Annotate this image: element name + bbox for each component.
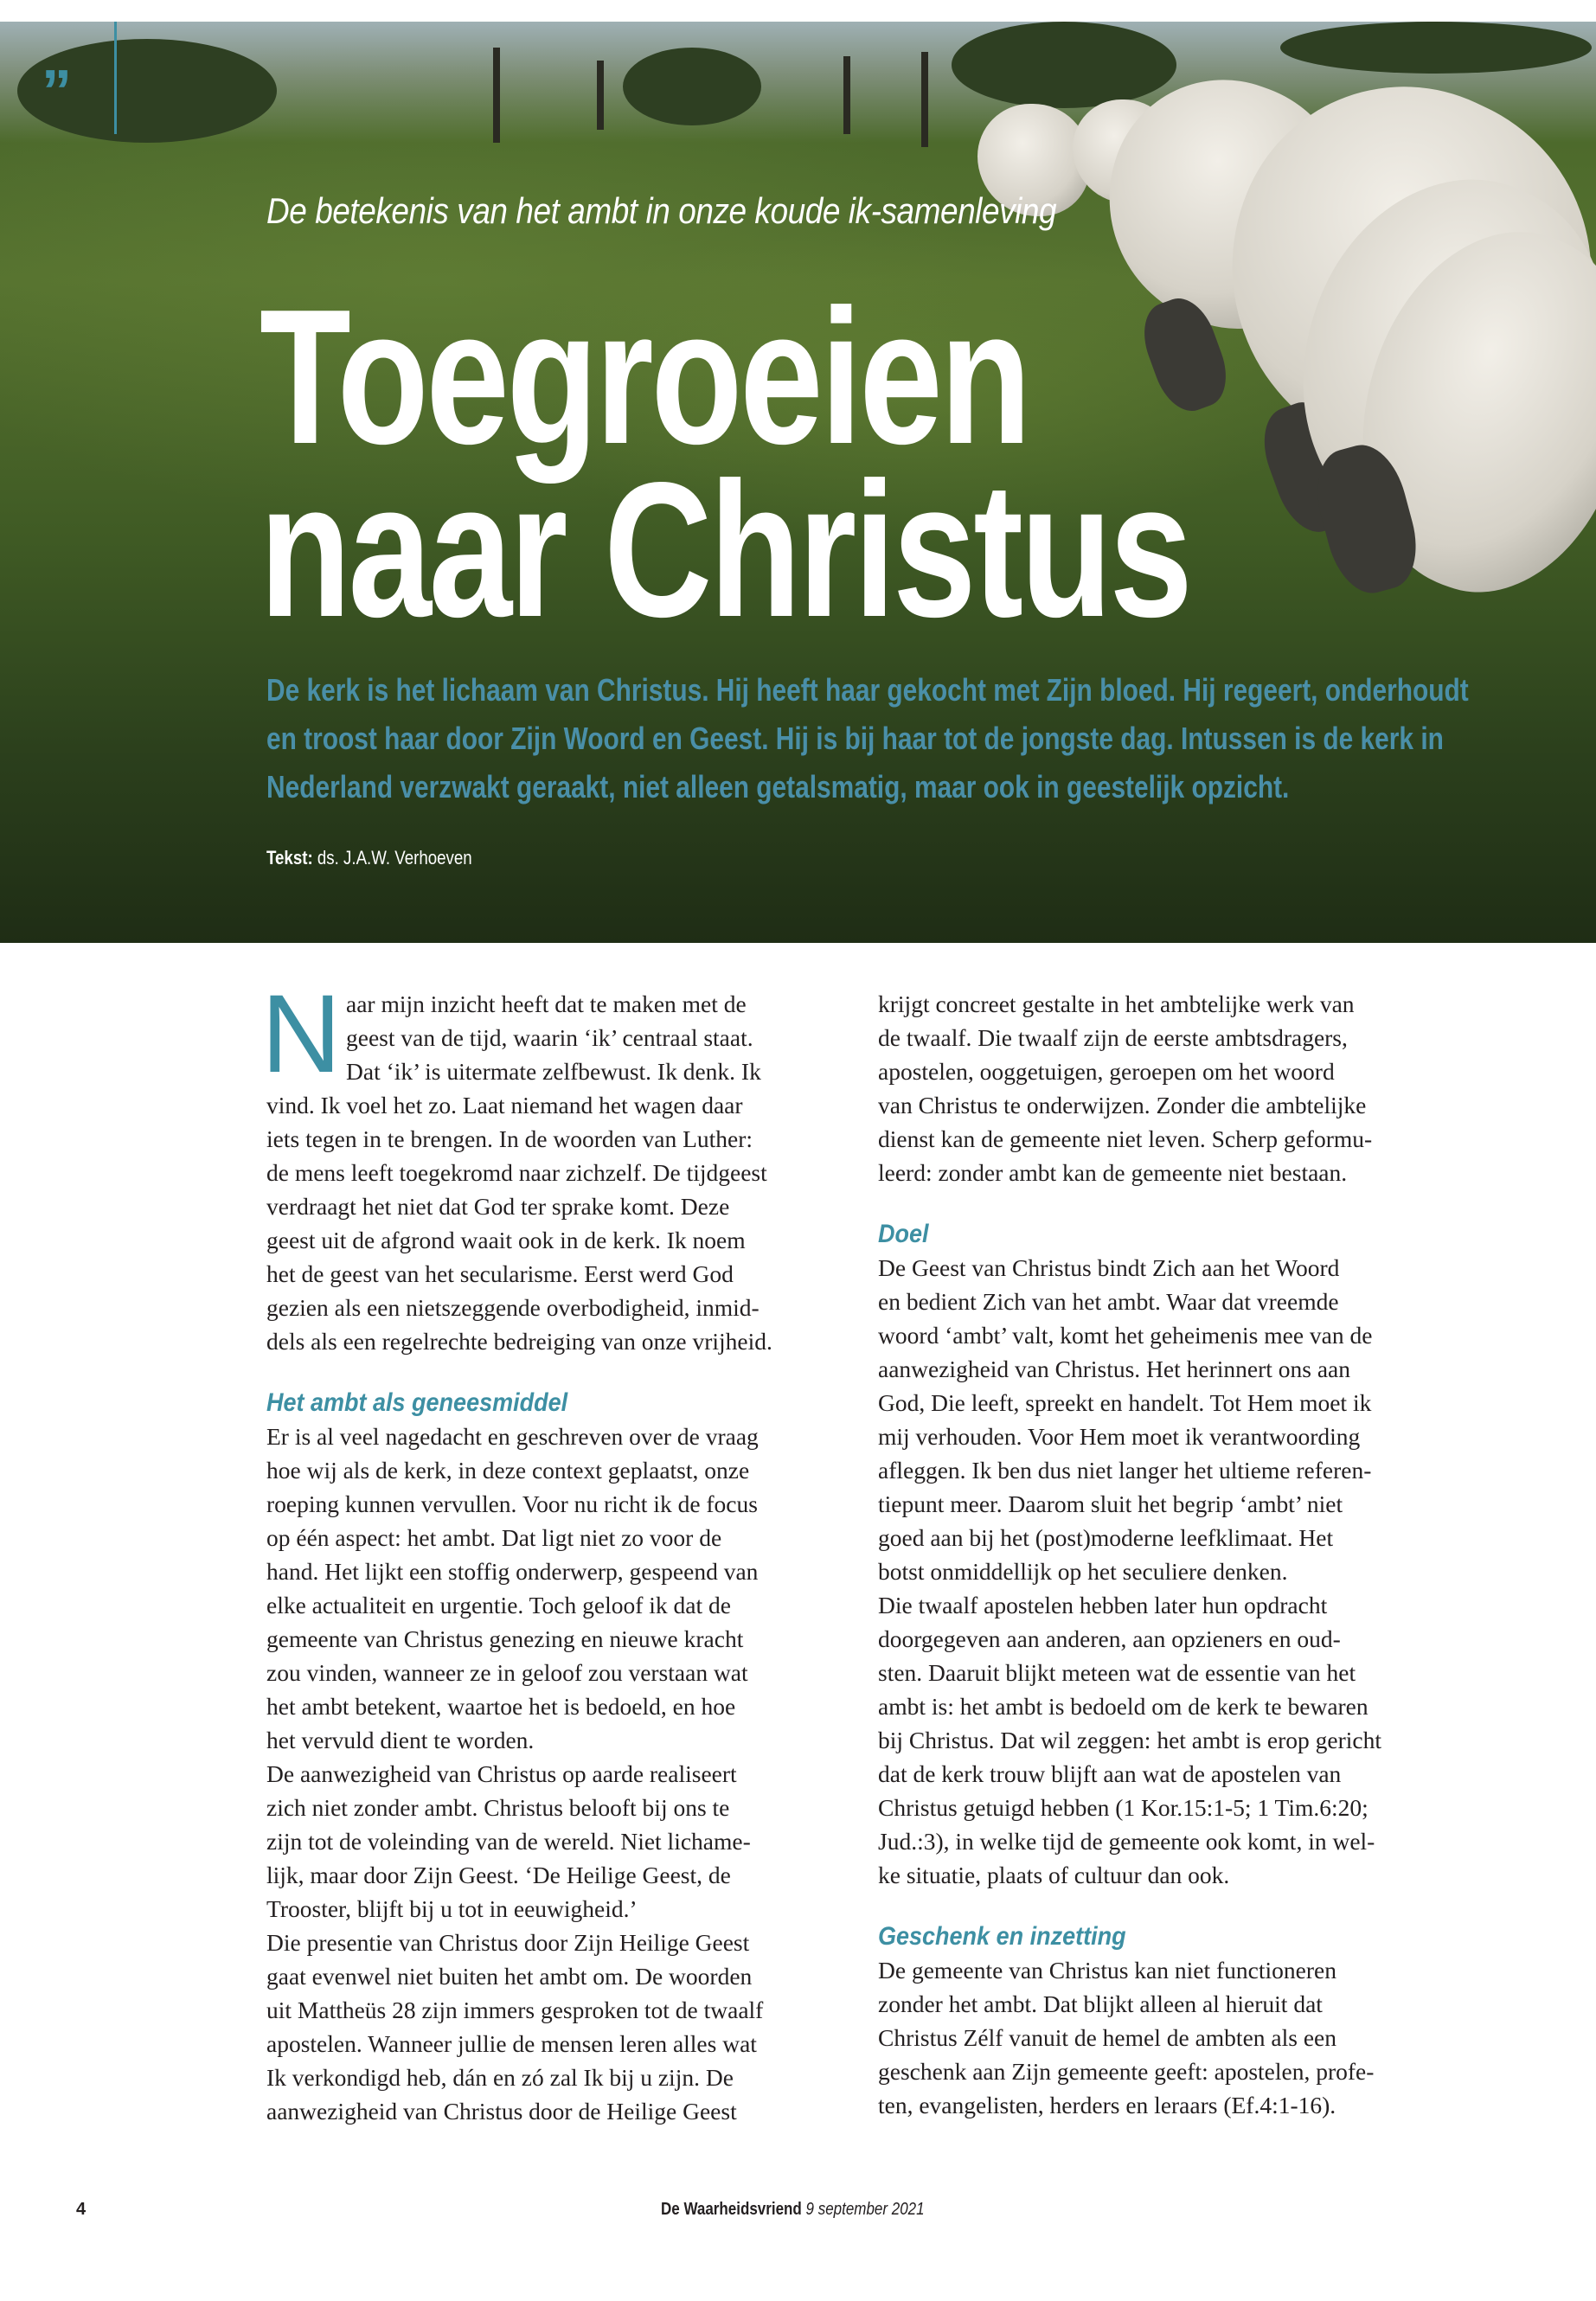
fence-post bbox=[921, 52, 928, 147]
section-heading: Geschenk en inzetting bbox=[878, 1922, 1126, 1951]
tree bbox=[1280, 22, 1592, 74]
body-text-line: tiepunt meer. Daarom sluit het begrip ‘ambt’ niet bbox=[878, 1490, 1343, 1517]
body-text-line: roeping kunnen vervullen. Voor nu richt ik de focus bbox=[266, 1490, 758, 1517]
body-text-line: aanwezigheid van Christus. Het herinnert ons aan bbox=[878, 1356, 1351, 1382]
body-text-line: ten, evangelisten, herders en leraars (Ef.4:1-16). bbox=[878, 2092, 1336, 2118]
body-text-line: hand. Het lijkt een stoffig onderwerp, gespeend van bbox=[266, 1558, 759, 1585]
body-text-line: apostelen. Wanneer jullie de mensen leren alles wat bbox=[266, 2030, 757, 2057]
drop-cap: N bbox=[261, 972, 342, 1096]
hero-photo-sheep-grazing bbox=[0, 22, 1596, 943]
body-text-line: Ik verkondigd heb, dán en zó zal Ik bij u zijn. De bbox=[266, 2064, 734, 2091]
body-text-line: dels als een regelrechte bedreiging van onze vrijheid. bbox=[266, 1328, 772, 1355]
body-text-line: van Christus te onderwijzen. Zonder die ambtelijke bbox=[878, 1092, 1367, 1118]
body-text-line: zonder het ambt. Dat blijkt alleen al hieruit dat bbox=[878, 1990, 1323, 2017]
decorative-line bbox=[114, 22, 117, 134]
article-title-line: Toegroeien bbox=[260, 270, 1029, 484]
body-text-line: het vervuld dient te worden. bbox=[266, 1727, 535, 1753]
body-text-line: zijn tot de voleinding van de wereld. Niet lichame- bbox=[266, 1828, 751, 1855]
article-subtitle: De betekenis van het ambt in onze koude ik-samenleving bbox=[266, 190, 1057, 231]
body-text-line: Er is al veel nagedacht en geschreven over de vraag bbox=[266, 1423, 759, 1450]
body-text-line: gemeente van Christus genezing en nieuwe kracht bbox=[266, 1625, 744, 1652]
body-text-line: lijk, maar door Zijn Geest. ‘De Heilige Geest, de bbox=[266, 1862, 731, 1888]
body-text-line: elke actualiteit en urgentie. Toch geloof ik dat de bbox=[266, 1592, 731, 1618]
body-text-line: geest uit de afgrond waait ook in de kerk. Ik noem bbox=[266, 1227, 746, 1253]
body-text-line: en bedient Zich van het ambt. Waar dat vreemde bbox=[878, 1288, 1339, 1315]
lead-line: Nederland verzwakt geraakt, niet alleen getalsmatig, maar ook in geestelijk opzicht. bbox=[266, 769, 1290, 804]
body-text-line: krijgt concreet gestalte in het ambtelijke werk van bbox=[878, 990, 1355, 1017]
body-text-line: de twaalf. Die twaalf zijn de eerste ambtsdragers, bbox=[878, 1024, 1348, 1051]
body-text-line: het de geest van het secularisme. Eerst werd God bbox=[266, 1260, 734, 1287]
body-text-line: vind. Ik voel het zo. Laat niemand het wagen daar bbox=[266, 1092, 743, 1118]
body-text-line: hoe wij als de kerk, in deze context geplaatst, onze bbox=[266, 1457, 750, 1484]
body-text-line: botst onmiddellijk op het seculiere denken. bbox=[878, 1558, 1288, 1585]
lead-line: De kerk is het lichaam van Christus. Hij heeft haar gekocht met Zijn bloed. Hij regeert, onderhoudt bbox=[266, 672, 1469, 708]
body-text-line: ambt is: het ambt is bedoeld om de kerk te bewaren bbox=[878, 1693, 1368, 1720]
body-text-line: goed aan bij het (post)moderne leefklimaat. Het bbox=[878, 1524, 1334, 1551]
body-text-line: op één aspect: het ambt. Dat ligt niet zo voor de bbox=[266, 1524, 722, 1551]
body-text-line: De Geest van Christus bindt Zich aan het Woord bbox=[878, 1254, 1340, 1281]
body-text-line: dienst kan de gemeente niet leven. Scherp geformu- bbox=[878, 1125, 1373, 1152]
body-text-line: zich niet zonder ambt. Christus belooft bij ons te bbox=[266, 1794, 730, 1821]
article-column-left bbox=[266, 987, 846, 2128]
body-text-line: mij verhouden. Voor Hem moet ik verantwoording bbox=[878, 1423, 1361, 1450]
body-text-line: ke situatie, plaats of cultuur dan ook. bbox=[878, 1862, 1230, 1888]
lead-paragraph bbox=[266, 666, 1469, 811]
fence-post bbox=[597, 61, 604, 130]
body-text-line: Christus getuigd hebben (1 Kor.15:1-5; 1 Tim.6:20; bbox=[878, 1794, 1368, 1821]
magazine-name: De Waarheidsvriend bbox=[661, 2200, 802, 2219]
body-text-line: God, Die leeft, spreekt en handelt. Tot Hem moet ik bbox=[878, 1389, 1372, 1416]
body-text-line: woord ‘ambt’ valt, komt het geheimenis mee van de bbox=[878, 1322, 1373, 1349]
body-text-line: Christus Zélf vanuit de hemel de ambten als een bbox=[878, 2024, 1336, 2051]
body-text-line: zou vinden, wanneer ze in geloof zou verstaan wat bbox=[266, 1659, 748, 1686]
body-text-line: leerd: zonder ambt kan de gemeente niet bestaan. bbox=[878, 1159, 1348, 1186]
footer-masthead bbox=[661, 2200, 925, 2220]
tree bbox=[952, 22, 1176, 108]
body-text-line: Die twaalf apostelen hebben later hun opdracht bbox=[878, 1592, 1328, 1618]
tree bbox=[623, 48, 761, 125]
body-text-line: aar mijn inzicht heeft dat te maken met de bbox=[346, 990, 747, 1017]
quote-icon: ” bbox=[42, 57, 72, 125]
section-heading: Het ambt als geneesmiddel bbox=[266, 1388, 568, 1417]
body-text-line: geest van de tijd, waarin ‘ik’ centraal staat. bbox=[346, 1024, 753, 1051]
fence-post bbox=[843, 56, 850, 134]
author-credit bbox=[266, 847, 472, 869]
body-text-line: Trooster, blijft bij u tot in eeuwigheid.’ bbox=[266, 1895, 638, 1922]
body-text-line: afleggen. Ik ben dus niet langer het ultieme referen- bbox=[878, 1457, 1372, 1484]
body-text-line: aanwezigheid van Christus door de Heilige Geest bbox=[266, 2098, 737, 2125]
body-text-line: doorgegeven aan anderen, aan opzieners en oud- bbox=[878, 1625, 1341, 1652]
body-text-line: Die presentie van Christus door Zijn Heilige Geest bbox=[266, 1929, 750, 1956]
body-text-line: het ambt betekent, waartoe het is bedoeld, en hoe bbox=[266, 1693, 736, 1720]
article-column-right bbox=[878, 987, 1458, 2122]
section-heading: Doel bbox=[878, 1220, 929, 1248]
lead-line: en troost haar door Zijn Woord en Geest. Hij is bij haar tot de jongste dag. Intussen is de kerk in bbox=[266, 721, 1444, 756]
body-text-line: bij Christus. Dat wil zeggen: het ambt is erop gericht bbox=[878, 1727, 1381, 1753]
credit-label: Tekst: bbox=[266, 847, 313, 868]
body-text-line: Jud.:3), in welke tijd de gemeente ook komt, in wel- bbox=[878, 1828, 1375, 1855]
fence-post bbox=[493, 48, 500, 143]
body-text-line: dat de kerk trouw blijft aan wat de apostelen van bbox=[878, 1760, 1342, 1787]
body-text-line: verdraagt het niet dat God ter sprake komt. Deze bbox=[266, 1193, 730, 1220]
body-text-line: De gemeente van Christus kan niet functioneren bbox=[878, 1957, 1336, 1984]
author-name: ds. J.A.W. Verhoeven bbox=[317, 847, 472, 868]
issue-date: 9 september 2021 bbox=[805, 2200, 925, 2219]
body-text-line: iets tegen in te brengen. In de woorden van Luther: bbox=[266, 1125, 753, 1152]
body-text-line: gezien als een nietszeggende overbodigheid, inmid- bbox=[266, 1294, 760, 1321]
body-text-line: uit Mattheüs 28 zijn immers gesproken tot de twaalf bbox=[266, 1997, 764, 2023]
body-text-line: geschenk aan Zijn gemeente geeft: apostelen, profe- bbox=[878, 2058, 1375, 2085]
body-text-line: De aanwezigheid van Christus op aarde realiseert bbox=[266, 1760, 737, 1787]
body-text-line: sten. Daaruit blijkt meteen wat de essentie van het bbox=[878, 1659, 1356, 1686]
article-title-line: naar Christus bbox=[260, 443, 1190, 657]
body-text-line: de mens leeft toegekromd naar zichzelf. De tijdgeest bbox=[266, 1159, 767, 1186]
body-text-line: gaat evenwel niet buiten het ambt om. De woorden bbox=[266, 1963, 753, 1990]
body-text-line: apostelen, ooggetuigen, geroepen om het woord bbox=[878, 1058, 1335, 1085]
body-text-line: Dat ‘ik’ is uitermate zelfbewust. Ik denk. Ik bbox=[346, 1058, 761, 1085]
page-number: 4 bbox=[76, 2200, 87, 2219]
